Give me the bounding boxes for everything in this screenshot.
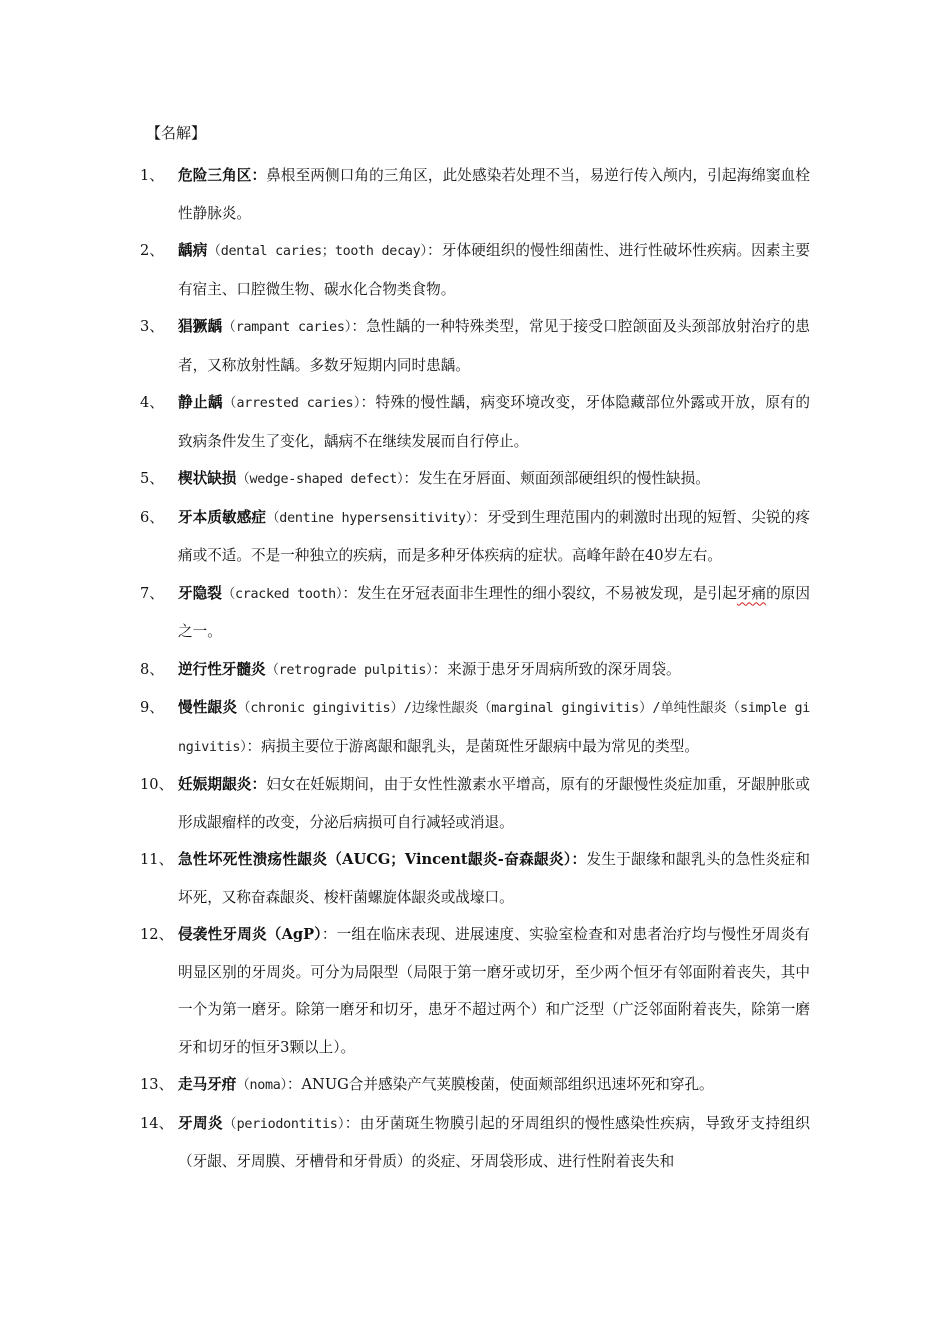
entry-term: 慢性龈炎 [178,699,238,716]
entry-number: 5、 [140,470,164,487]
entry-term: 走马牙疳 [178,1076,237,1093]
entry-definition: ：ANUG合并感染产气荚膜梭菌，使面颊部组织迅速坏死和穿孔。 [286,1076,714,1093]
entry-term: 楔状缺损 [178,470,237,487]
glossary-entry [140,766,810,841]
entry-number: 6、 [140,508,164,526]
entry-definition: ：牙体硬组织的慢性细菌性、进行性破坏性疾病。因素主要有宿主、口腔微生物、碳水化合物类食物。 [178,242,810,298]
entry-definition: 鼻根至两侧口角的三角区，此处感染若处理不当，易逆行传入颅内，引起海绵窦血栓性静脉炎。 [178,167,810,222]
entry-english-term: （retrograde pulpitis） [265,662,433,678]
entry-term: 急性坏死性溃疡性龈炎（AUCG；Vincent龈炎-奋森龈炎）： [178,851,587,868]
entry-definition: ：牙受到生理范围内的刺激时出现的短暂、尖锐的疼痛或不适。不是一种独立的疾病，而是多种牙体疾病的症状。高峰年龄在40岁左右。 [178,508,810,564]
section-heading: 【名解】 [146,124,207,142]
entry-number: 1、 [140,167,164,184]
entry-definition: ：急性龋的一种特殊类型，常见于接受口腔颌面及头颈部放射治疗的患者，又称放射性龋。多数牙短期内同时患龋。 [178,318,810,374]
entry-term: 静止龋 [178,394,223,411]
entry-english-term: （arrested caries） [223,396,361,411]
glossary-entry [140,384,810,460]
spellcheck-underlined-word: 牙痛 [736,584,767,602]
entry-number: 14、 [140,1114,174,1132]
entry-term: 危险三角区： [178,167,267,184]
entry-definition: ：来源于患牙牙周病所致的深牙周袋。 [432,660,681,678]
entry-definition: ：一组在临床表现、进展速度、实验室检查和对患者治疗均与慢性牙周炎有明显区别的牙周炎。可分为局限型（局限于第一磨牙或切牙，至少两个恒牙有邻面附着丧失，其中一个为第一磨牙。除第一磨牙和切牙，患牙不超过两个）和广泛型（广泛邻面附着丧失，除第一磨牙和切牙的恒牙3颗以上）。 [178,926,810,1056]
entry-term: 侵袭性牙周炎（AgP） [178,926,322,943]
entry-number: 11、 [140,851,174,868]
glossary-entry [140,460,810,499]
glossary-entry [140,308,810,384]
entry-number: 13、 [140,1076,174,1093]
entry-term: 猖獗龋 [178,318,223,335]
entry-number: 12、 [140,926,174,943]
entry-term: 牙周炎 [178,1114,224,1132]
glossary-entry [140,1105,810,1181]
glossary-entry [140,841,810,916]
entry-english-term: （cracked tooth） [221,586,343,602]
entry-english-term: （wedge-shaped defect） [236,472,404,487]
entry-number: 3、 [140,318,164,335]
entry-definition: ：由牙菌斑生物膜引起的牙周组织的慢性感染性疾病，导致牙支持组织（牙龈、牙周膜、牙槽骨和牙骨质）的炎症、牙周袋形成、进行性附着丧失和 [178,1114,810,1170]
glossary-entry [140,689,810,766]
entry-definition: ：发生在牙唇面、颊面颈部硬组织的慢性缺损。 [403,470,710,487]
glossary-list [140,157,810,1181]
entry-number: 9、 [140,699,164,716]
entry-definition: 发生于龈缘和龈乳头的急性炎症和坏死，又称奋森龈炎、梭杆菌螺旋体龈炎或战壕口。 [178,851,810,906]
entry-english-term: （periodontitis） [223,1116,345,1132]
entry-number: 2、 [140,242,164,259]
entry-definition: ：病损主要位于游离龈和龈乳头，是菌斑性牙龈病中最为常见的类型。 [246,737,699,755]
glossary-entry [140,575,810,651]
glossary-entry [140,499,810,575]
glossary-entry [140,651,810,690]
entry-english-term: （dental caries；tooth decay） [207,244,428,259]
entry-number: 8、 [140,660,164,678]
glossary-entry [140,916,810,1066]
entry-number: 10、 [140,776,174,793]
entry-term: 逆行性牙髓炎 [178,660,266,678]
entry-definition-tail: 的原因之一。 [178,584,810,640]
entry-definition: ：特殊的慢性龋，病变环境改变，牙体隐藏部位外露或开放，原有的致病条件发生了变化，龋病不在继续发展而自行停止。 [178,394,810,450]
entry-definition: 妇女在妊娠期间，由于女性性激素水平增高，原有的牙龈慢性炎症加重，牙龈肿胀或形成龈瘤样的改变，分泌后病损可自行减轻或消退。 [178,776,810,831]
entry-definition: ：发生在牙冠表面非生理性的细小裂纹，不易被发现，是引起 [342,584,737,602]
entry-term: 牙本质敏感症 [178,508,267,526]
entry-term: 牙隐裂 [178,584,222,602]
entry-number: 4、 [140,394,164,411]
glossary-entry [140,157,810,232]
entry-english-term: （chronic gingivitis）/边缘性龈炎（marginal gingivitis）/单纯性龈炎（simple gingivitis） [178,701,810,755]
glossary-entry [140,232,810,308]
entry-english-term: （rampant caries） [222,320,352,335]
entry-english-term: （noma） [236,1078,287,1093]
entry-number: 7、 [140,584,164,602]
entry-term: 妊娠期龈炎： [178,776,267,793]
entry-english-term: （dentine hypersensitivity） [266,510,473,526]
entry-term: 龋病 [178,242,208,259]
glossary-entry [140,1066,810,1105]
